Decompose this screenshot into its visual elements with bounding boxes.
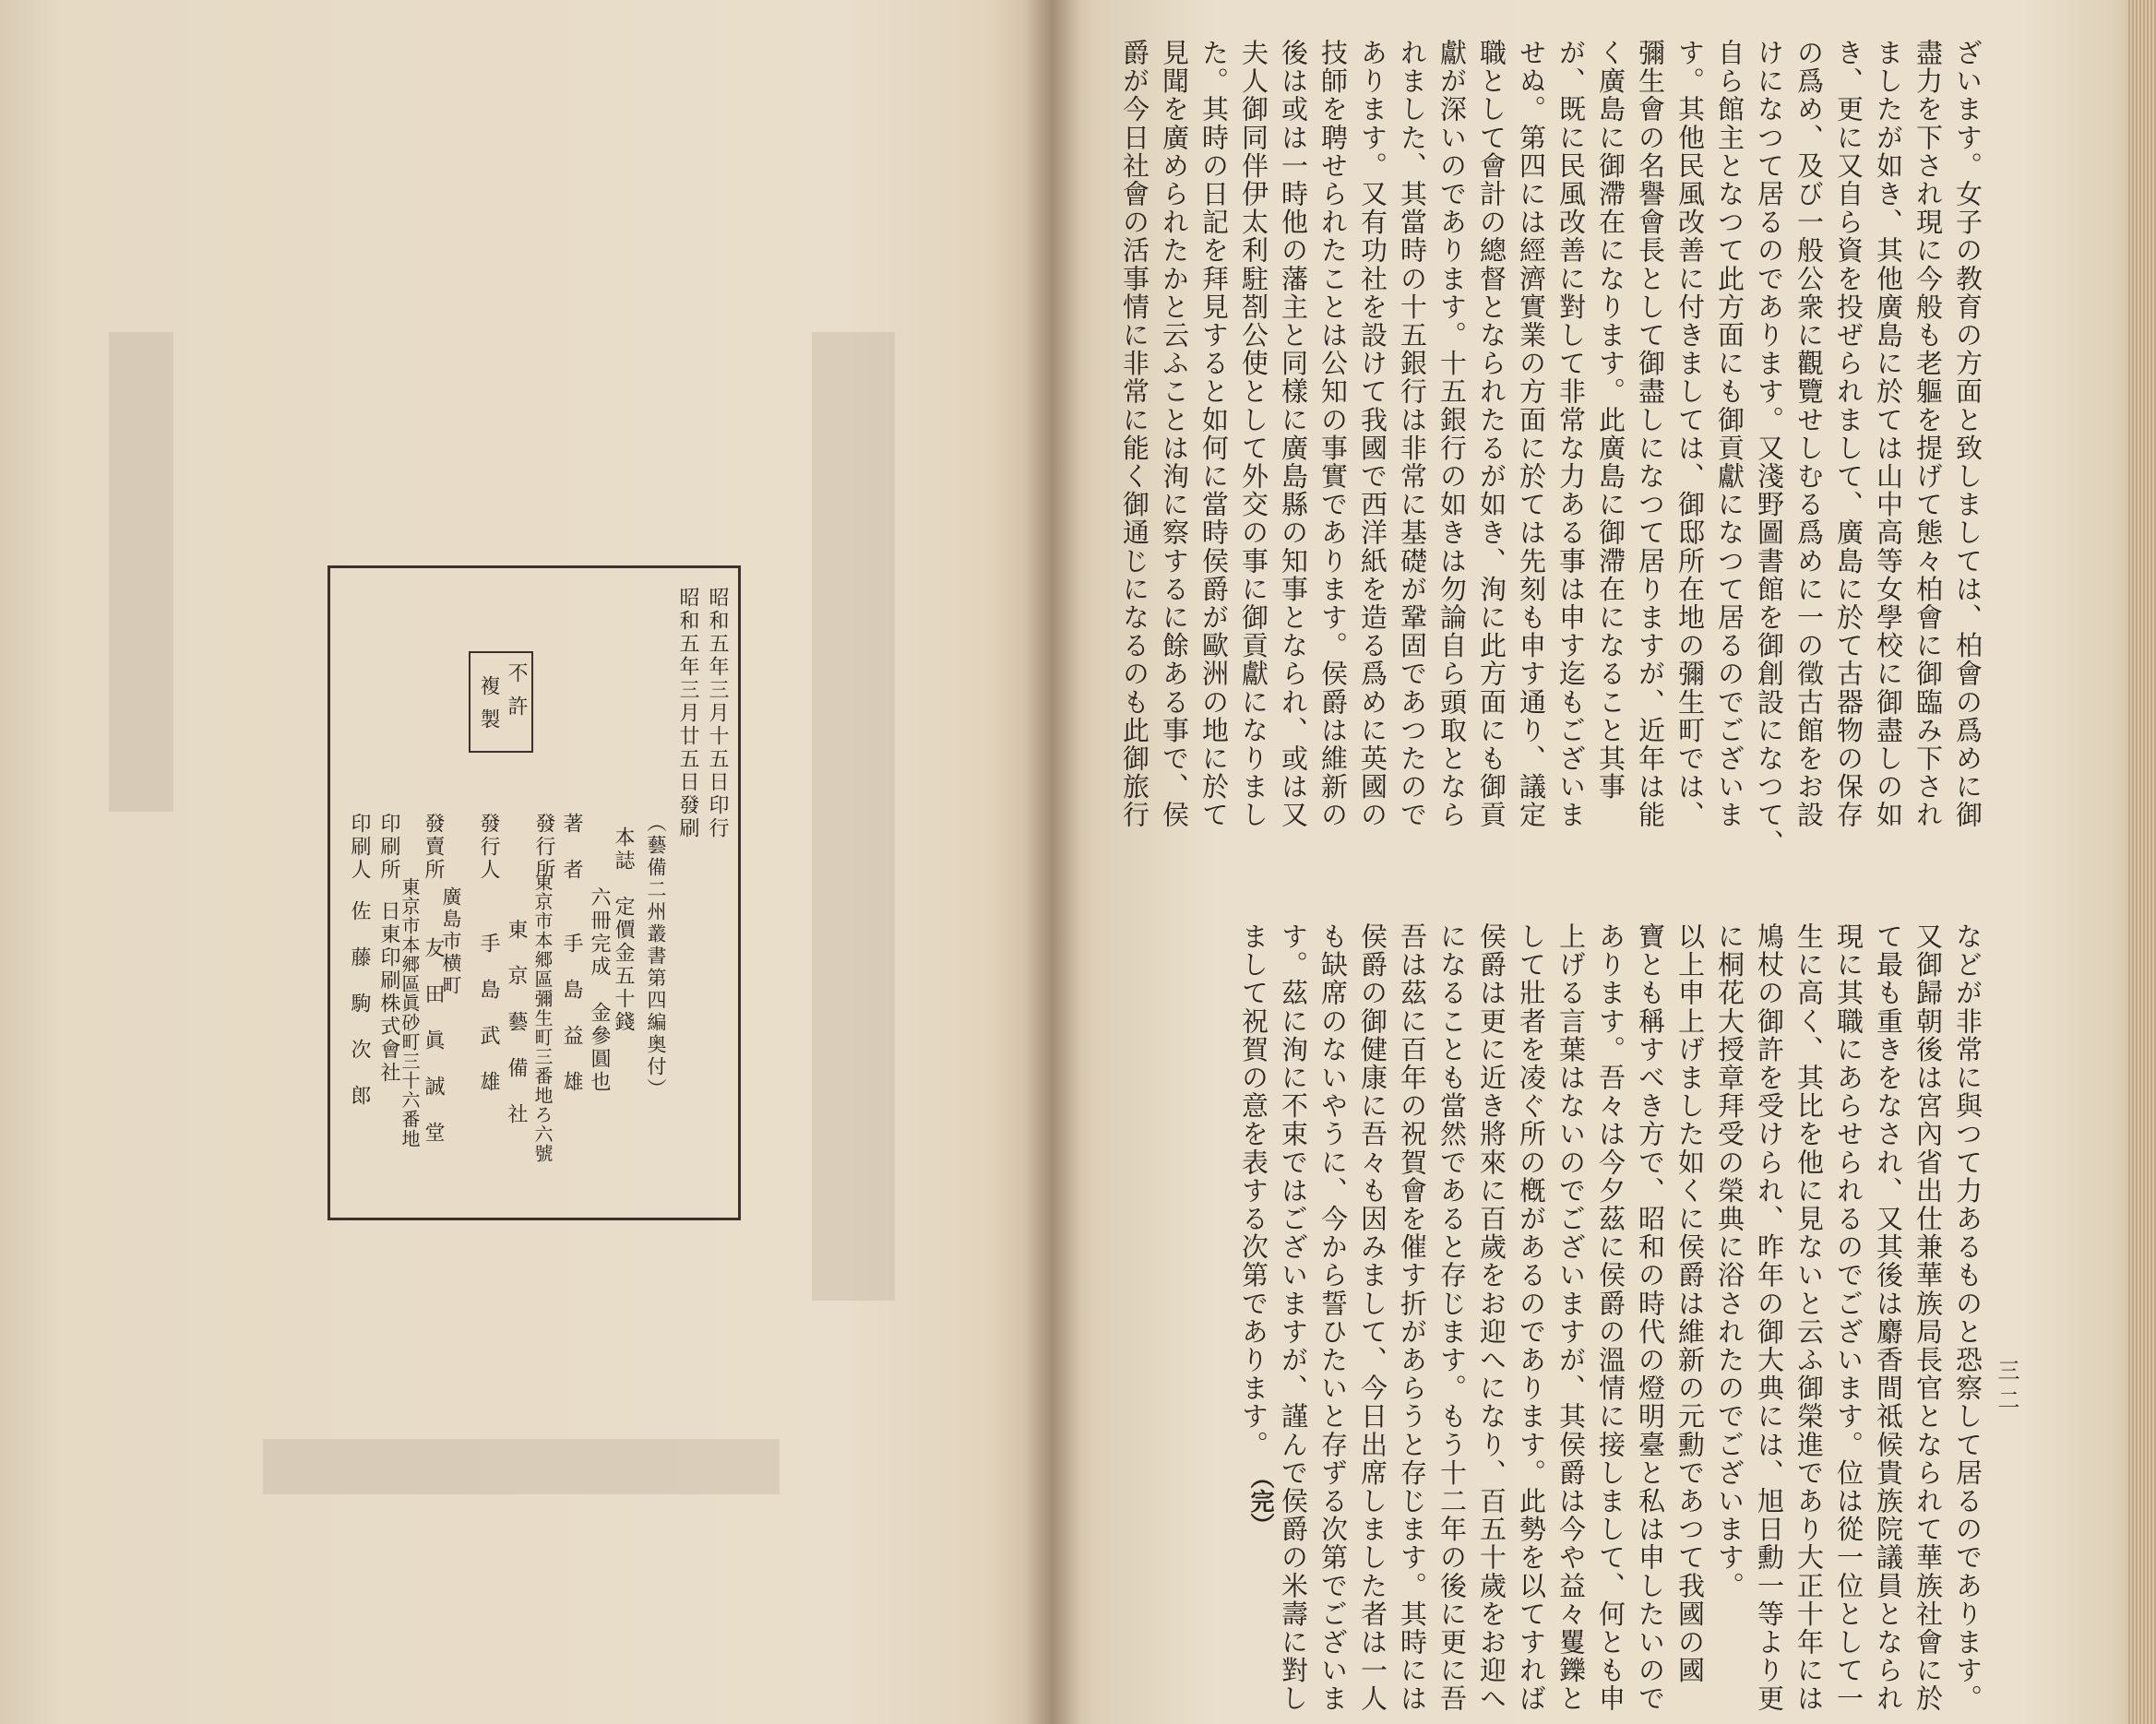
printer-label: 印刷人 xyxy=(348,813,371,882)
text-line: 獻が深いのであります。十五銀行の如きは勿論自ら頭取となら xyxy=(1436,39,1468,829)
text-line: 見聞を廣められたかと云ふことは洵に察するに餘ある事で、侯 xyxy=(1159,39,1190,829)
printer-name: 佐 藤 駒 次 郎 xyxy=(348,900,371,1108)
book-gutter xyxy=(1024,0,1079,1724)
stamp-line-2: 複製 xyxy=(477,675,500,742)
text-line: す。茲に洵に不束ではございますが、謹んで侯爵の米壽に對し xyxy=(1278,922,1309,1713)
text-line: の爲め、及び一般公衆に觀覽せしむる爲めに一の徵古館をお設 xyxy=(1793,39,1825,829)
text-line: 寶とも稱すべき方で、昭和の時代の燈明臺と私は申したいので xyxy=(1635,922,1666,1713)
office-label: 發行所 xyxy=(532,813,555,882)
text-line: 生に高く、其比を他に見ないと云ふ御榮進であり大正十年には xyxy=(1793,922,1825,1713)
show-through-shadow xyxy=(812,332,895,1301)
text-line: 現に其職にあらせられるのでございます。位は從一位として一 xyxy=(1833,922,1864,1713)
text-line: 自ら館主となつて此方面にも御貢獻になつて居るのでございま xyxy=(1714,39,1745,829)
text-line: 爵が今日社會の活事情に非常に能く御通じになるのも此御旅行 xyxy=(1119,39,1150,829)
left-page xyxy=(0,0,1050,1724)
print-date: 昭和五年三月十五日印行 xyxy=(706,587,729,840)
text-line: せぬ。第四には經濟實業の方面に於ては先刻も申す通り、議定 xyxy=(1516,39,1547,829)
office-address: 東京市本郷區彌生町三番地ろ六號 xyxy=(531,873,554,1163)
price-line-2: 六冊完成 金參圓也 xyxy=(588,863,611,1094)
end-mark: （完） xyxy=(1246,1465,1274,1537)
text-line: して壯者を凌ぐ所の槪があるのであります。此勢を以てすれば xyxy=(1516,922,1547,1713)
text-line: が、既に民風改善に對して非常な力ある事は申す迄もございま xyxy=(1555,39,1587,829)
text-line: ざいます。女子の教育の方面と致しましては、柏會の爲めに御 xyxy=(1952,39,1983,829)
publisher-label: 發行人 xyxy=(477,813,500,882)
printer-company: 日東印刷株式會社 xyxy=(377,900,400,1085)
text-line: 後は或は一時他の藩主と同樣に廣島縣の知事となられ、或は又 xyxy=(1278,39,1309,829)
text-line: 鳩杖の御許を受けられ、昨年の御大典には、旭日勳一等より更 xyxy=(1754,922,1785,1713)
text-line: などが非常に與つて力あるものと恐察して居るのであります。 xyxy=(1952,922,1983,1713)
stamp-line-1: 不許 xyxy=(505,662,528,729)
text-line: 以上申上げました如くに侯爵は維新の元勳であつて我國の國 xyxy=(1674,922,1706,1685)
text-line: 職として會計の總督となられたるが如き、洵に此方面にも御貢 xyxy=(1476,39,1507,829)
text-line: 又御歸朝後は宮內省出仕兼華族局長官となられて華族社會に於 xyxy=(1912,922,1944,1713)
text-line: す。其他民風改善に付きましては、御邸所在地の彌生町では、 xyxy=(1674,39,1706,829)
text-line: けになつて居るのであります。又淺野圖書館を御創設になつて、 xyxy=(1754,39,1785,858)
printer-place-label: 印刷所 xyxy=(377,813,400,882)
show-through-shadow xyxy=(109,332,173,812)
text-line: た。其時の日記を拜見すると如何に當時侯爵が歐洲の地に於て xyxy=(1198,39,1230,829)
office-name: 東 京 藝 備 社 xyxy=(505,919,528,1126)
text-line: 吾は茲に百年の祝賀會を催す折があらうと存じます。其時には xyxy=(1397,922,1428,1713)
colophon-box xyxy=(328,565,741,1220)
author-name: 手 島 益 雄 xyxy=(560,933,583,1094)
text-line: 夫人御同伴伊太利駐剳公使として外交の事に御貢獻になりまし xyxy=(1238,39,1269,829)
text-line: て最も重きをなされ、又其後は麝香間祗候貴族院議員となられ xyxy=(1873,922,1904,1713)
text-line: 技師を聘せられたことは公知の事實であります。侯爵は維新の xyxy=(1317,39,1349,829)
text-line: く廣島に御滯在になります。此廣島に御滯在になること其事 xyxy=(1595,39,1626,802)
publish-date: 昭和五年三月廿五日發刷 xyxy=(676,587,699,840)
text-line: あります。吾々は今夕茲に侯爵の溫情に接しまして、何とも申 xyxy=(1595,922,1626,1713)
text-line: ましたが如き、其他廣島に於ては山中高等女學校に御盡しの如 xyxy=(1873,39,1904,829)
seller-label: 發賣所 xyxy=(422,813,445,882)
text-line: に桐花大授章拜受の榮典に浴されたのでございます。 xyxy=(1714,922,1745,1600)
text-line: 盡力を下され現に今般も老軀を提げて態々柏會に御臨み下され xyxy=(1912,39,1944,829)
seller-name: 友 田 眞 誠 堂 xyxy=(422,937,445,1145)
text-line: 侯爵の御健康に吾々も因みまして、今日出席しました者は一人 xyxy=(1357,922,1388,1713)
copyright-stamp xyxy=(469,651,533,753)
text-line: になることも當然であると存じます。もう十二年の後に更に吾 xyxy=(1436,922,1468,1713)
show-through-shadow xyxy=(263,1439,780,1494)
text-line: あります。又有功社を設けて我國で西洋紙を造る爲めに英國の xyxy=(1357,39,1388,829)
text-line: まして祝賀の意を表する次第であります。 xyxy=(1238,922,1269,1459)
page-number: 三二 xyxy=(1994,1359,2019,1418)
text-line: も缺席のないやうに、今から誓ひたいと存ずる次第でございま xyxy=(1317,922,1349,1713)
publisher-name: 手 島 武 雄 xyxy=(477,933,500,1094)
seller-address: 廣島市横町 xyxy=(440,886,462,997)
series-note: （藝備二州叢書第四編奥付） xyxy=(645,813,667,1100)
text-line: き、更に又自ら資を投ぜられまして、廣島に於て古器物の保存 xyxy=(1833,39,1864,829)
text-line: 上げる言葉はないのでございますが、其侯爵は今や益々矍鑠と xyxy=(1555,922,1587,1713)
text-line: 侯爵は更に近き將來に百歲をお迎へになり、百五十歲をお迎へ xyxy=(1476,922,1507,1713)
author-label: 著 者 xyxy=(560,813,583,882)
page-edge xyxy=(2128,0,2156,1724)
printer-address: 東京市本郷區眞砂町三十六番地 xyxy=(399,877,421,1148)
text-line: れました、其當時の十五銀行は非常に基礎が鞏固であつたので xyxy=(1397,39,1428,829)
price-line-1: 本誌 定價金五十錢 xyxy=(612,826,635,1034)
text-line: 彌生會の名譽會長として御盡しになつて居りますが、近年は能 xyxy=(1635,39,1666,829)
